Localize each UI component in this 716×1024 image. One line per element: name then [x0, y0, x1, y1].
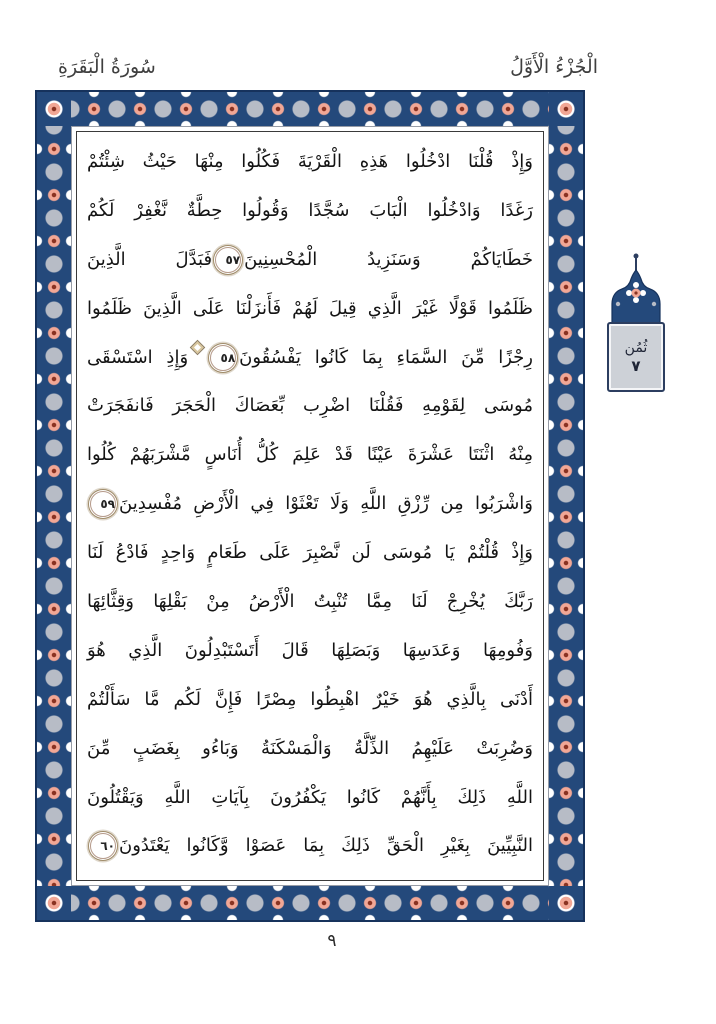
- quran-line: [87, 285, 533, 334]
- border-band-right: [549, 126, 583, 886]
- border-corner-icon: [37, 92, 71, 126]
- ayah-text: اللَّهِ ذَلِكَ بِأَنَّهُمْ كَانُوا يَكْفُرُونَ بِآيَاتِ اللَّهِ وَيَقْتُلُونَ: [87, 786, 533, 808]
- juz-title: الْجُزْءُ الْأَوَّلُ: [510, 56, 598, 78]
- quran-text-block: [76, 131, 544, 881]
- border-band-left: [37, 126, 71, 886]
- ayah-text: وَإِذِ اسْتَسْقَى: [87, 346, 189, 368]
- quran-line: [87, 138, 533, 187]
- ornamental-border-frame: [35, 90, 585, 922]
- page-number: ٩: [327, 931, 337, 951]
- ayah-end-marker: ٥٩: [90, 491, 116, 517]
- ayah-text: مِنْهُ اثْنَتَا عَشْرَةَ عَيْنًا قَدْ عَلِمَ كُلُّ أُنَاسٍ مَّشْرَبَهُمْ كُلُوا: [87, 444, 533, 466]
- thumn-marker-medallion: [604, 252, 668, 398]
- ayah-text: فَبَدَّلَ الَّذِينَ: [87, 248, 213, 270]
- medallion-dome-icon: [604, 252, 668, 324]
- border-corner-icon: [549, 92, 583, 126]
- ayah-text: مُوسَى لِقَوْمِهِ فَقُلْنَا اضْرِب بِّعَصَاكَ الْحَجَرَ فَانفَجَرَتْ: [87, 395, 533, 417]
- ayah-text: رَغَدًا وَادْخُلُوا الْبَابَ سُجَّدًا وَقُولُوا حِطَّةٌ نَّغْفِرْ لَكُمْ: [87, 199, 533, 221]
- ayah-text: ظَلَمُوا قَوْلًا غَيْرَ الَّذِي قِيلَ لَهُمْ فَأَنزَلْنَا عَلَى الَّذِينَ ظَلَمُوا: [87, 297, 533, 319]
- border-band-bottom: [71, 886, 549, 920]
- surah-title: سُورَةُ الْبَقَرَةِ: [58, 56, 156, 78]
- ayah-text: رِجْزًا مِّنَ السَّمَاءِ بِمَا كَانُوا يَفْسُقُونَ: [239, 346, 533, 368]
- quran-line: [87, 725, 533, 774]
- ayah-text: وَاشْرَبُوا مِن رِّزْقِ اللَّهِ وَلَا تَعْثَوْا فِي الْأَرْضِ مُفْسِدِينَ: [119, 493, 533, 515]
- border-band-top: [71, 92, 549, 126]
- ayah-text: وَضُرِبَتْ عَلَيْهِمُ الذِّلَّةُ وَالْمَسْكَنَةُ وَبَاءُو بِغَضَبٍ مِّنَ: [87, 737, 533, 759]
- border-corner-icon: [37, 886, 71, 920]
- inner-frame: [71, 126, 549, 886]
- quran-line: [87, 627, 533, 676]
- ayah-text: النَّبِيِّينَ بِغَيْرِ الْحَقِّ ذَلِكَ بِمَا عَصَوْا وَّكَانُوا يَعْتَدُونَ: [119, 835, 533, 857]
- thumn-marker-body: [607, 322, 665, 392]
- quran-line: [87, 480, 533, 529]
- ayah-text: وَفُومِهَا وَعَدَسِهَا وَبَصَلِهَا قَالَ أَتَسْتَبْدِلُونَ الَّذِي هُوَ: [87, 639, 533, 661]
- rub-el-hizb-icon: [190, 339, 206, 355]
- thumn-value: ٧: [631, 357, 641, 375]
- quran-line: [87, 529, 533, 578]
- border-corner-icon: [549, 886, 583, 920]
- ayah-end-marker: ٥٨: [210, 345, 236, 371]
- ayah-end-marker: ٥٧: [215, 247, 241, 273]
- ayah-text: رَبَّكَ يُخْرِجْ لَنَا مِمَّا تُنْبِتُ الْأَرْضُ مِنْ بَقْلِهَا وَقِثَّائِهَا: [87, 591, 533, 613]
- quran-line: [87, 382, 533, 431]
- quran-line: [87, 431, 533, 480]
- quran-line: [87, 676, 533, 725]
- quran-line: [87, 236, 533, 285]
- thumn-label: ثُمُن: [624, 340, 648, 356]
- ayah-text: وَإِذْ قُلْتُمْ يَا مُوسَى لَن نَّصْبِرَ عَلَى طَعَامٍ وَاحِدٍ فَادْعُ لَنَا: [87, 542, 533, 564]
- quran-line: [87, 822, 533, 871]
- quran-line: [87, 578, 533, 627]
- quran-line: [87, 334, 533, 383]
- quran-line: [87, 187, 533, 236]
- ayah-text: أَدْنَى بِالَّذِي هُوَ خَيْرٌ اهْبِطُوا مِصْرًا فَإِنَّ لَكُم مَّا سَأَلْتُمْ: [87, 688, 533, 710]
- ayah-end-marker: ٦٠: [90, 833, 116, 859]
- ayah-text: خَطَايَاكُمْ وَسَنَزِيدُ الْمُحْسِنِينَ: [244, 248, 533, 270]
- ayah-text: وَإِذْ قُلْنَا ادْخُلُوا هَذِهِ الْقَرْيَةَ فَكُلُوا مِنْهَا حَيْثُ شِئْتُمْ: [87, 151, 533, 172]
- quran-line: [87, 774, 533, 823]
